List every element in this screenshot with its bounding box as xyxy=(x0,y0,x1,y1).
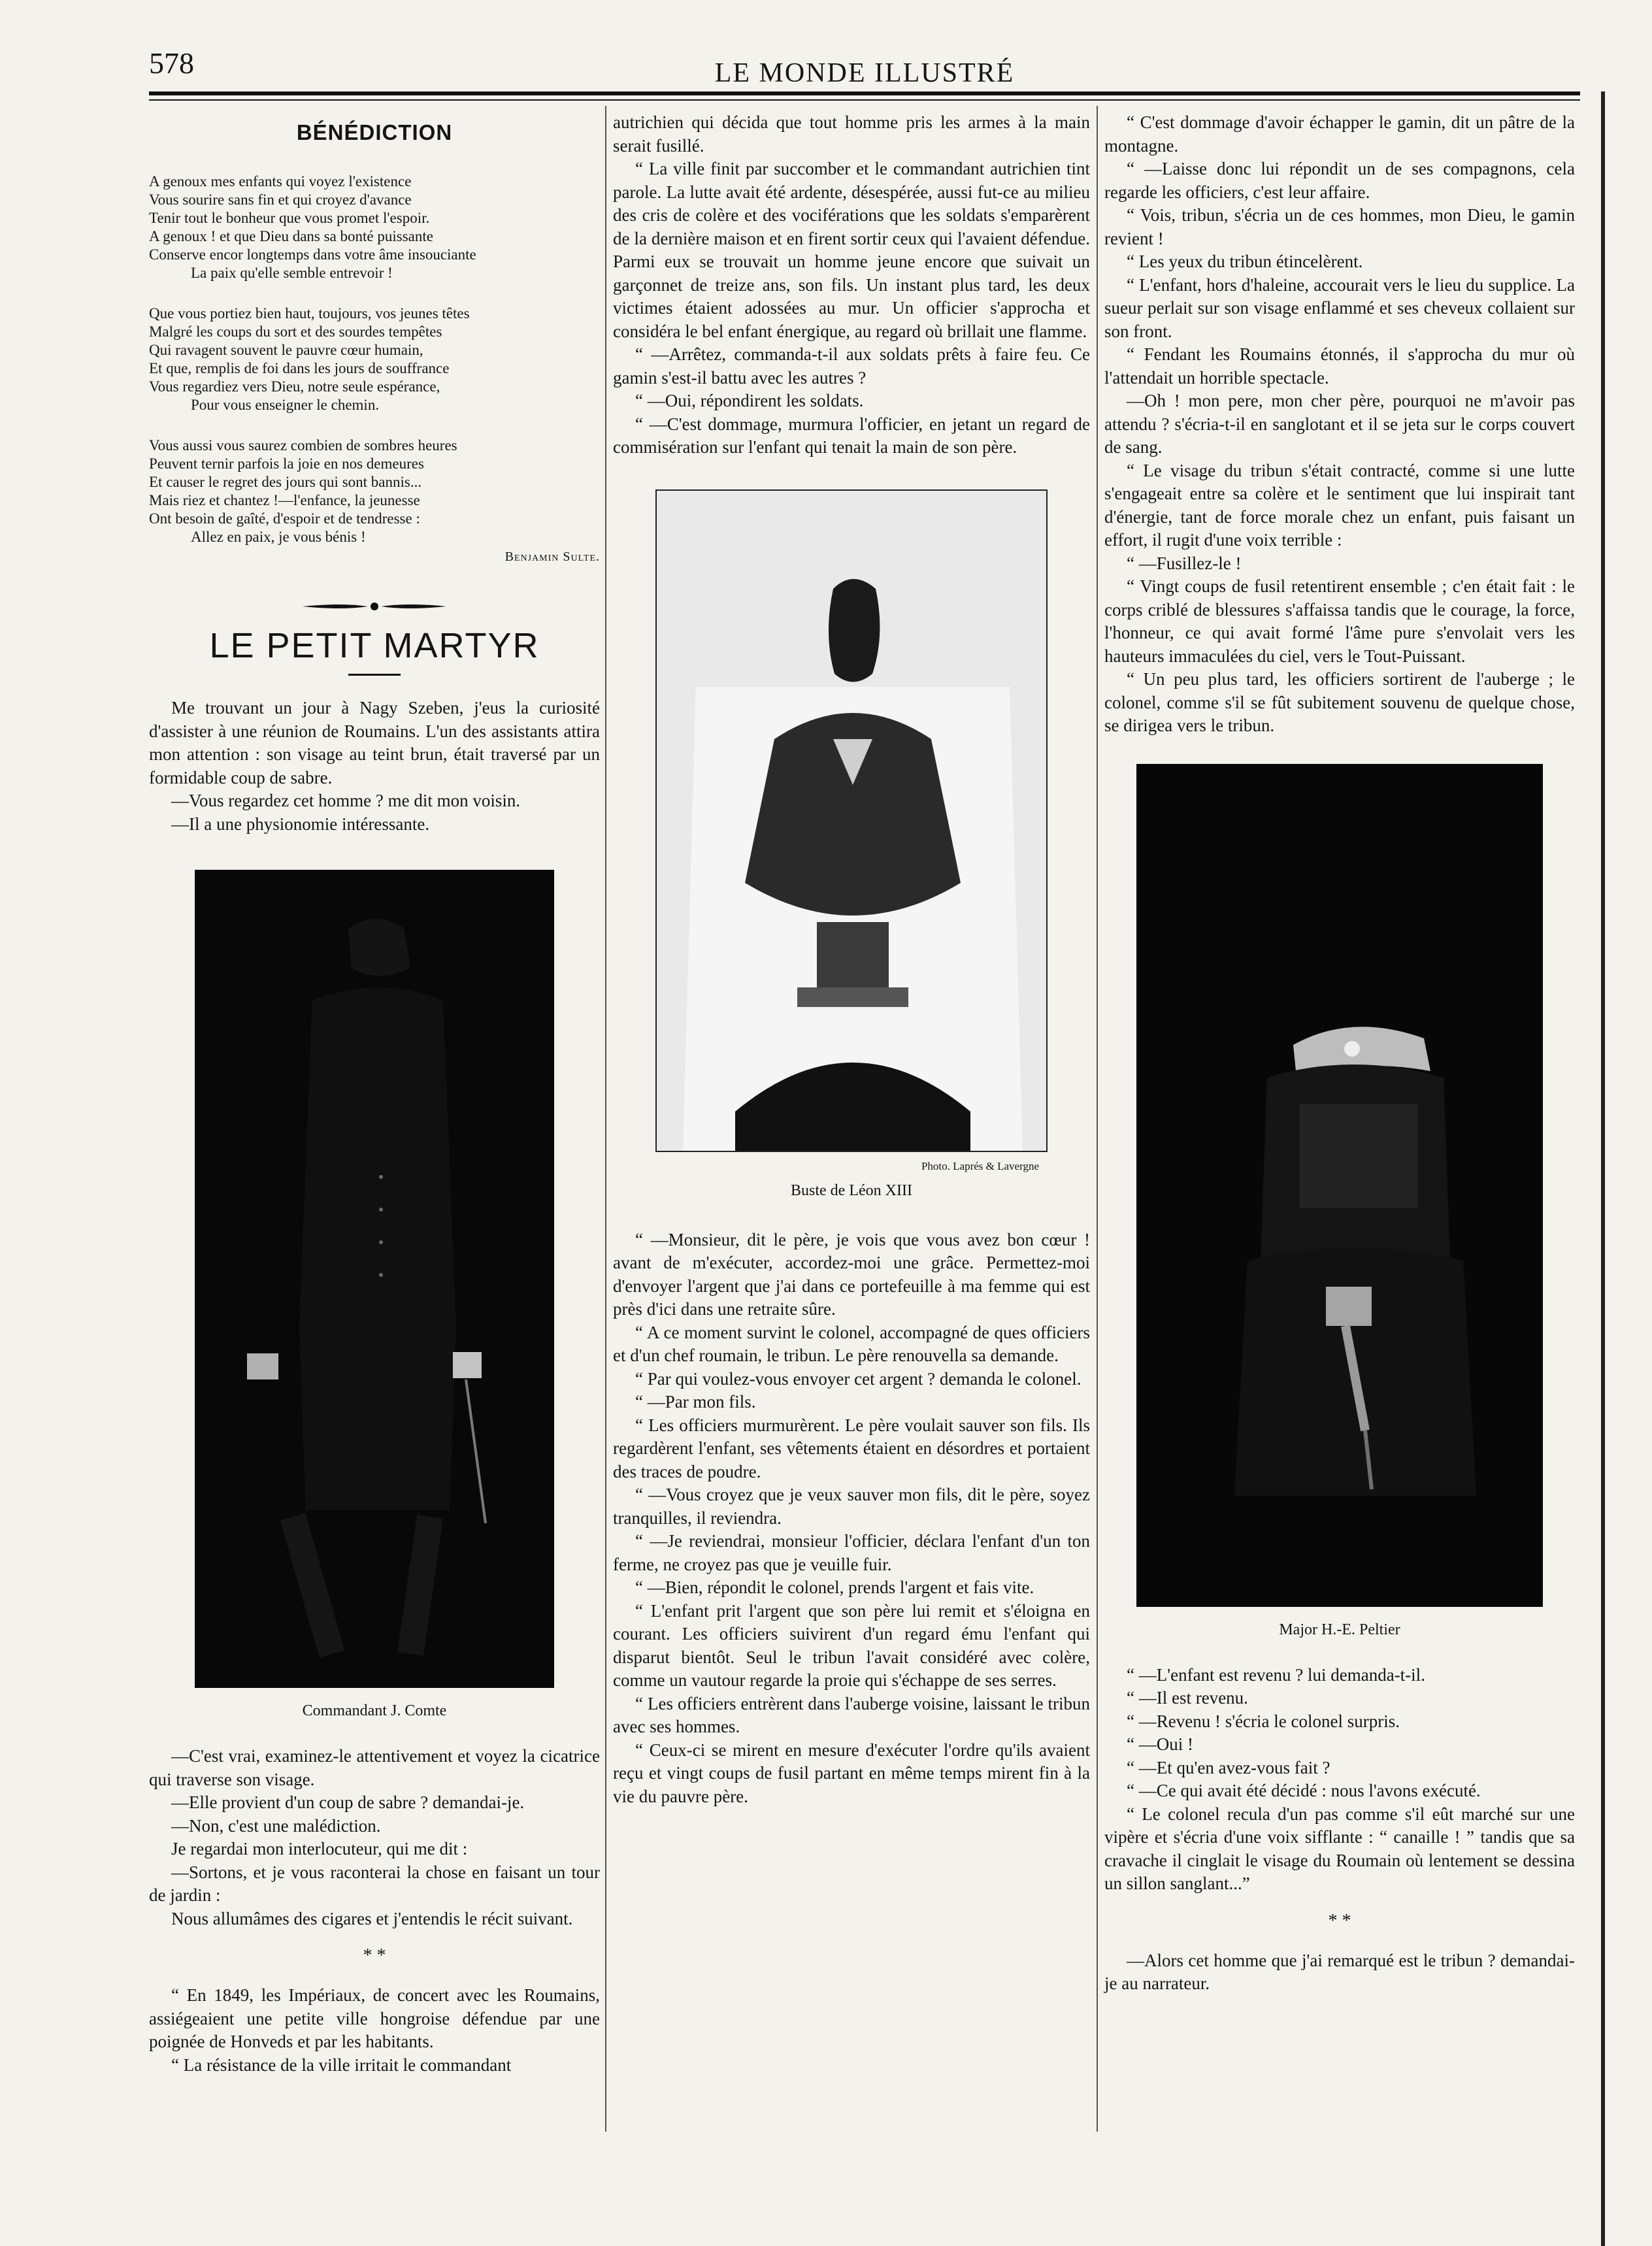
paragraph: “ —C'est dommage, murmura l'officier, en jetant un regard de commisération sur l'enfant qui tenait la main de son père. xyxy=(613,414,1090,457)
page-edge-line xyxy=(1601,91,1605,2246)
poem-line: Ont besoin de gaîté, d'espoir et de tendresse : xyxy=(149,510,420,527)
paragraph: “ Par qui voulez-vous envoyer cet argent ? demanda le colonel. xyxy=(635,1368,1082,1389)
paragraph: “ Ceux-ci se mirent en mesure d'exécuter l'ordre qu'ils avaient reçu et vingt coups de fusil partant en même temps mirent fin à la vie du pauvre père. xyxy=(613,1740,1090,1806)
header-rule-thin xyxy=(149,99,1580,101)
poem-title: BÉNÉDICTION xyxy=(296,120,453,144)
paragraph: “ C'est dommage d'avoir échapper le gamin, dit un pâtre de la montagne. xyxy=(1104,112,1575,156)
poem-stanza xyxy=(149,305,600,414)
poem-line: A genoux ! et que Dieu dans sa bonté puissante xyxy=(149,228,433,244)
caption-bust-leon-xiii: Buste de Léon XIII xyxy=(791,1181,912,1199)
paragraph: “ —Et qu'en avez-vous fait ? xyxy=(1127,1757,1330,1777)
poem-body xyxy=(149,173,600,566)
poem-line: Vous sourire sans fin et qui croyez d'avance xyxy=(149,191,412,208)
page-header xyxy=(149,34,1580,93)
poem-line: Allez en paix, je vous bénis ! xyxy=(191,529,366,545)
paragraph: “ La ville finit par succomber et le commandant autrichien tint parole. La lutte avait été ardente, désespérée, aussi fut-ce au milieu des cris de colère et des vociférations que les soldats s'emparèrent de la dernière maison et en firent sortir ceux qui l'avaient défendue. Parmi eux se trouvait un homme jeune encore que suivait un garçonnet de treize ans, son fils. Un instant plus tard, les deux victimes étaient adossées au mur. Un officier s'approcha et considéra le bel enfant énergique, au regard où brillait une flamme. xyxy=(613,159,1090,341)
paragraph: “ —L'enfant est revenu ? lui demanda-t-il. xyxy=(1127,1664,1425,1685)
paragraph: “ —Bien, répondit le colonel, prends l'argent et fais vite. xyxy=(635,1577,1034,1597)
paragraph: “ Le visage du tribun s'était contracté, comme si une lutte s'engageait entre sa colère et le sentiment que lui inspirait tant d'énergie, tant de force morale chez un enfant, puis faisant un effort, il rugit d'une voix terrible : xyxy=(1104,460,1575,550)
paragraph: Me trouvant un jour à Nagy Szeben, j'eus la curiosité d'assister à une réunion de Roumains. L'un des assistants attira mon attention : son visage au teint brun, était traversé par un formidable coup de sabre. xyxy=(149,698,600,787)
poem-line: A genoux mes enfants qui voyez l'existence xyxy=(149,173,412,190)
paragraph: —Vous regardez cet homme ? me dit mon voisin. xyxy=(171,791,521,810)
paragraph: —Il a une physionomie intéressante. xyxy=(171,814,430,834)
photo-major-peltier xyxy=(1136,764,1543,1607)
caption-major-peltier: Major H.-E. Peltier xyxy=(1279,1621,1400,1638)
poem-line: Qui ravagent souvent le pauvre cœur humain, xyxy=(149,342,423,358)
poem-line: Vous regardiez vers Dieu, notre seule espérance, xyxy=(149,378,440,395)
poem-line: Tenir tout le bonheur que vous promet l'espoir. xyxy=(149,210,430,226)
paragraph: —Alors cet homme que j'ai remarqué est le tribun ? demandai-je au narrateur. xyxy=(1104,1950,1575,1993)
paragraph: “ A ce moment survint le colonel, accompagné de ques officiers et d'un chef roumain, le tribun. Le père renouvella sa demande. xyxy=(613,1322,1090,1365)
photo-commandant-comte xyxy=(195,870,554,1688)
poem-line: Que vous portiez bien haut, toujours, vos jeunes têtes xyxy=(149,305,470,322)
paragraph: “ —Revenu ! s'écria le colonel surpris. xyxy=(1127,1711,1400,1731)
caption-commandant-comte: Commandant J. Comte xyxy=(302,1702,447,1719)
paragraph: Je regardai mon interlocuteur, qui me dit : xyxy=(171,1839,468,1858)
poem-line: Malgré les coups du sort et des sourdes tempêtes xyxy=(149,323,442,340)
paragraph: “ En 1849, les Impériaux, de concert avec les Roumains, assiégeaient une petite ville hongroise défendue par une poignée de Honveds et par les habitants. xyxy=(149,1985,600,2051)
paragraph: —Oh ! mon pere, mon cher père, pourquoi ne m'avoir pas attendu ? s'écria-t-il en sanglotant et il se jeta sur le corps couvert de sang. xyxy=(1104,391,1575,457)
poem-line: Et causer le regret des jours qui sont bannis... xyxy=(149,474,422,490)
paragraph: “ Vingt coups de fusil retentirent ensemble ; c'en était fait : le corps criblé de blessures s'affaissa tandis que le courage, la force, l'honneur, ce qui avait formé l'âme pure s'envolait vers les hauteurs immaculées du ciel, vers le Tout-Puissant. xyxy=(1104,576,1575,666)
paragraph: autrichien qui décida que tout homme pris les armes à la main serait fusillé. xyxy=(613,112,1090,156)
paragraph: “ Les yeux du tribun étincelèrent. xyxy=(1127,252,1363,271)
paragraph: “ Fendant les Roumains étonnés, il s'approcha du mur où l'attendait un horrible spectacle. xyxy=(1104,344,1575,388)
paragraph: “ Le colonel recula d'un pas comme s'il eût marché sur une vipère et s'écria d'une voix sifflante : “ canaille ! ” tandis que sa cravache il cinglait le visage du Roumain où lentement se dessina un sillon sanglant...” xyxy=(1104,1804,1575,1893)
paragraph: “ —Arrêtez, commanda-t-il aux soldats prêts à faire feu. Ce gamin s'est-il battu avec les autres ? xyxy=(613,344,1090,388)
column-2 xyxy=(613,111,1090,1808)
paragraph: “ —Il est revenu. xyxy=(1127,1688,1248,1708)
paragraph: —C'est vrai, examinez-le attentivement et voyez la cicatrice qui traverse son visage. xyxy=(149,1746,600,1789)
photo-credit: Photo. Laprés & Lavergne xyxy=(921,1159,1039,1172)
paragraph: “ —Monsieur, dit le père, je vois que vous avez bon cœur ! avant de m'exécuter, accordez-moi une grâce. Permettez-moi d'envoyer l'argent que j'ai dans ce portefeuille à ma femme qui est près d'ici dans une retraite sûre. xyxy=(613,1229,1090,1319)
page-number: 578 xyxy=(149,46,194,80)
poem-line: Vous aussi vous saurez combien de sombres heures xyxy=(149,437,457,454)
paragraph: “ —Vous croyez que je veux sauver mon fils, dit le père, soyez tranquilles, il reviendra. xyxy=(613,1485,1090,1528)
paragraph: —Elle provient d'un coup de sabre ? demandai-je. xyxy=(171,1792,525,1812)
paragraph: “ Les officiers murmurèrent. Le père voulait sauver son fils. Ils regardèrent l'enfant, ses vêtements étaient en désordres et portaient des traces de poudre. xyxy=(613,1415,1090,1481)
paragraph: “ —Oui, répondirent les soldats. xyxy=(635,391,864,410)
poem-line: Mais riez et chantez !—l'enfance, la jeunesse xyxy=(149,492,420,508)
column-3 xyxy=(1104,111,1575,1996)
poem-line: La paix qu'elle semble entrevoir ! xyxy=(191,265,393,281)
paragraph: “ Vois, tribun, s'écria un de ces hommes, mon Dieu, le gamin revient ! xyxy=(1104,205,1575,248)
paragraph: “ Les officiers entrèrent dans l'auberge voisine, laissant le tribun avec ses hommes. xyxy=(613,1693,1090,1736)
column-divider-2 xyxy=(1097,106,1098,2132)
title-underline xyxy=(348,674,401,676)
article-title: LE PETIT MARTYR xyxy=(209,626,540,665)
paragraph: Nous allumâmes des cigares et j'entendis le récit suivant. xyxy=(171,1908,573,1928)
poem-stanza xyxy=(149,173,600,282)
paragraph: —Non, c'est une malédiction. xyxy=(171,1815,381,1836)
paragraph: “ La résistance de la ville irritait le commandant xyxy=(171,2055,512,2075)
masthead: LE MONDE ILLUSTRÉ xyxy=(714,58,1015,88)
photo-bust-leon-xiii xyxy=(655,489,1048,1152)
paragraph: “ —Fusillez-le ! xyxy=(1127,553,1242,573)
paragraph: “ —Je reviendrai, monsieur l'officier, déclara l'enfant d'un ton ferme, ne croyez pas que je veuille fuir. xyxy=(613,1531,1090,1574)
paragraph: —Sortons, et je vous raconterai la chose en faisant un tour de jardin : xyxy=(149,1862,600,1905)
poem-line: Peuvent ternir parfois la joie en nos demeures xyxy=(149,455,424,472)
paragraph: “ Un peu plus tard, les officiers sortirent de l'auberge ; le colonel, comme s'il se fût subitement souvenu de quelque chose, se dirigea vers le tribun. xyxy=(1104,669,1575,735)
poem-line: Conserve encor longtemps dans votre âme insouciante xyxy=(149,246,476,263)
paragraph: “ L'enfant, hors d'haleine, accourait vers le lieu du supplice. La sueur perlait sur son visage enflammé et ses cheveux collaient sur son front. xyxy=(1104,274,1575,341)
paragraph: “ —Ce qui avait été décidé : nous l'avons exécuté. xyxy=(1127,1781,1481,1800)
header-rule-thick xyxy=(149,91,1580,95)
column-1 xyxy=(149,111,600,2077)
paragraph: “ —Par mon fils. xyxy=(635,1392,756,1412)
ornament-divider xyxy=(149,600,600,616)
paragraph: “ —Oui ! xyxy=(1127,1734,1193,1754)
paragraph: “ L'enfant prit l'argent que son père lui remit et s'éloigna en courant. Les officiers suivirent d'un regard ému l'enfant qui disparut bientôt. Seul le tribun l'avait considéré avec colère, comme un vautour regarde la proie qui s'échappe de ses serres. xyxy=(613,1600,1090,1690)
poem-stanza xyxy=(149,437,600,546)
section-break: * * xyxy=(1328,1910,1351,1931)
poem-line: Pour vous enseigner le chemin. xyxy=(191,397,380,413)
paragraph: “ —Laisse donc lui répondit un de ses compagnons, cela regarde les officiers, c'est leur affaire. xyxy=(1104,159,1575,202)
poem-author: Benjamin Sulte. xyxy=(504,550,600,564)
poem-line: Et que, remplis de foi dans les jours de souffrance xyxy=(149,360,450,376)
section-break: * * xyxy=(363,1945,386,1966)
column-divider-1 xyxy=(605,106,606,2132)
